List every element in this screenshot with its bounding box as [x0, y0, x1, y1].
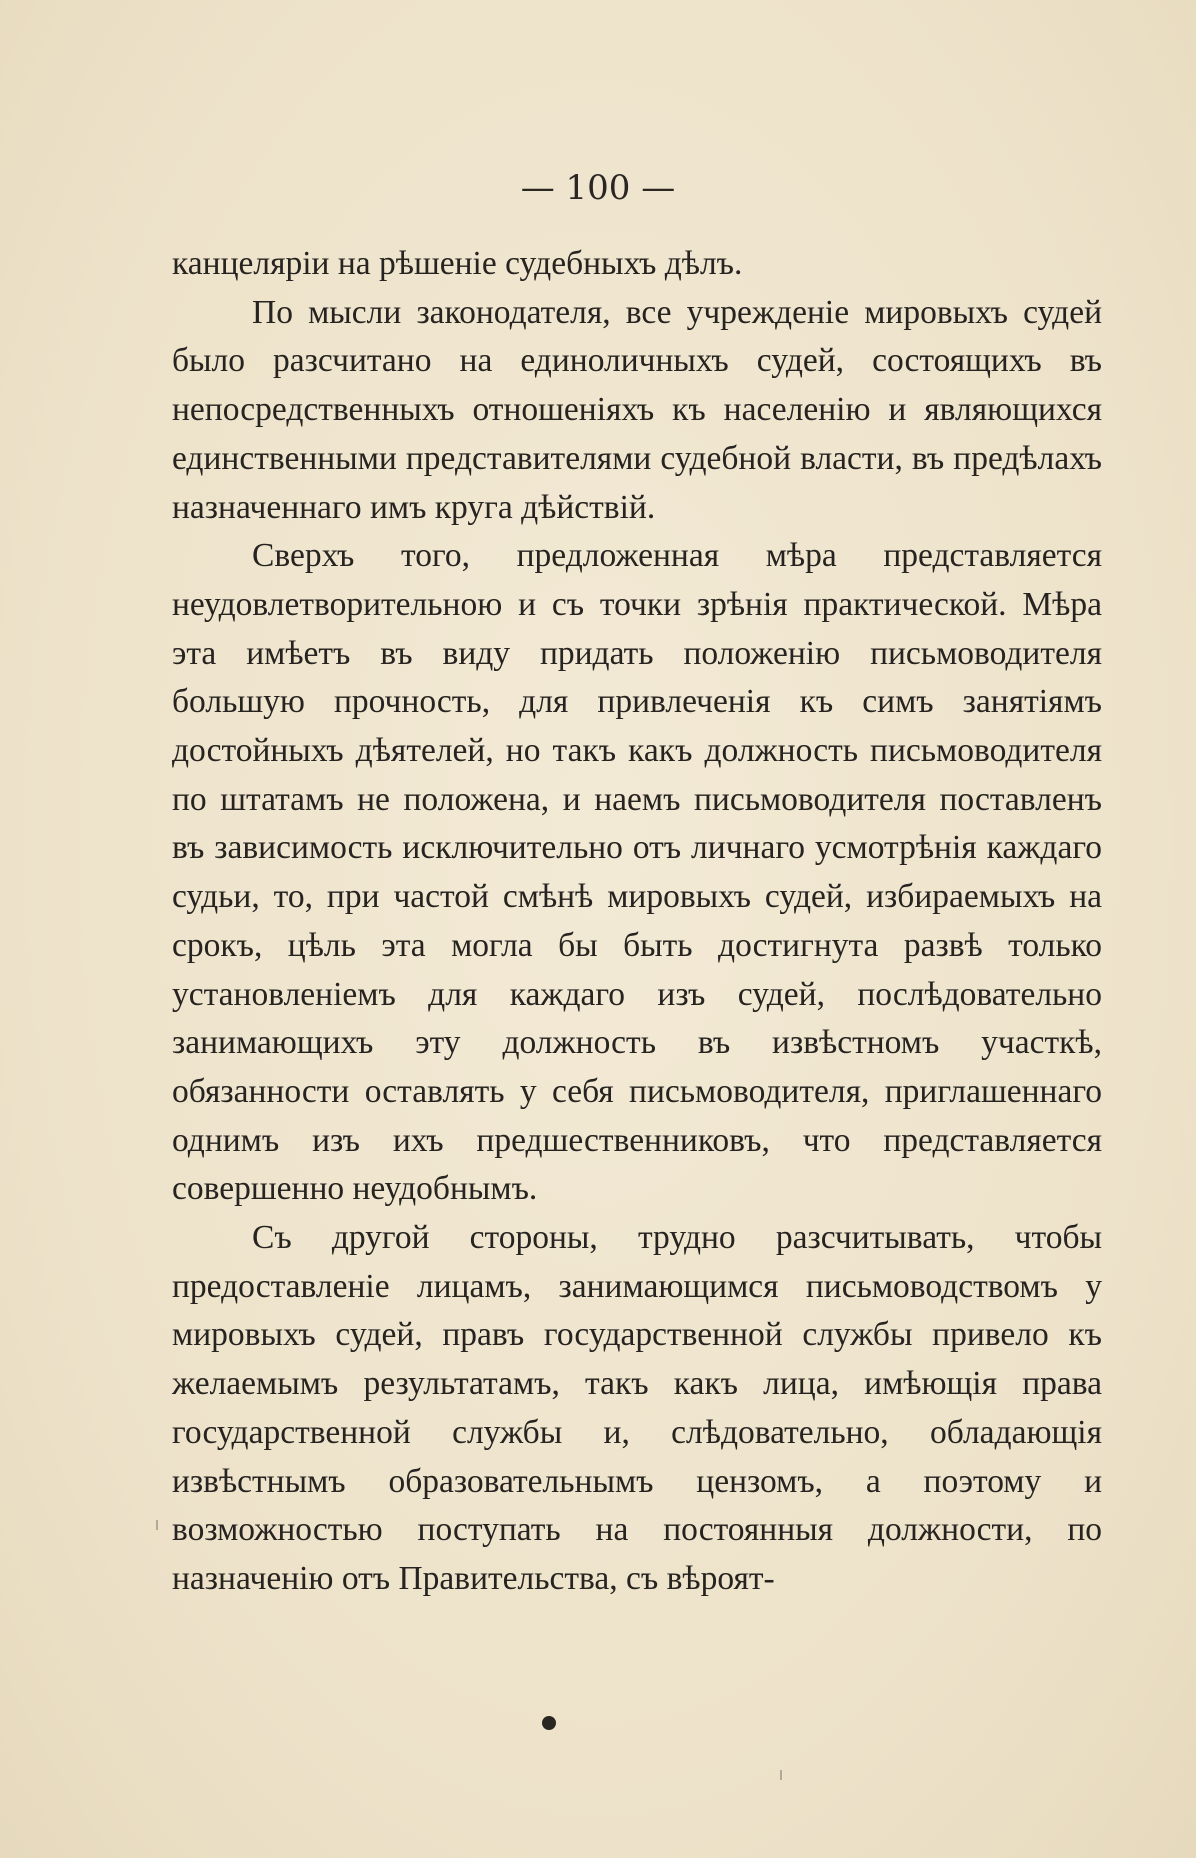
print-speck [156, 1520, 158, 1530]
bullet-ornament [542, 1716, 556, 1730]
paragraph-1: канцеляріи на рѣшеніе судебныхъ дѣлъ. [172, 245, 743, 282]
body-text [172, 240, 1102, 1604]
paragraph-2: По мысли законодателя, все учрежденіе мировыхъ судей было разсчитано на единоличныхъ судей, состоящихъ въ непосредственныхъ отношеніяхъ къ населенію и являющихся единственными представителями судебной власти, въ предѣлахъ назначеннаго имъ круга дѣйствій. [172, 293, 1102, 526]
paragraph-3: Сверхъ того, предложенная мѣра представляется неудовлетворительною и съ точки зрѣнія практической. Мѣра эта имѣетъ въ виду придать положенію письмоводителя большую прочность, для привлеченія къ симъ занятіямъ достойныхъ дѣятелей, но такъ какъ должность письмоводителя по штатамъ не положена, и наемъ письмоводителя поставленъ въ зависимость исключительно отъ личнаго усмотрѣнія каждаго судьи, то, при частой смѣнѣ мировыхъ судей, избираемыхъ на срокъ, цѣль эта могла бы быть достигнута развѣ только установленіемъ для каждаго изъ судей, послѣдовательно занимающихъ эту должность въ извѣстномъ участкѣ, обязанности оставлять у себя письмоводителя, приглашеннаго однимъ изъ ихъ предшественниковъ, что представляется совершенно неудобнымъ. [172, 537, 1102, 1208]
print-speck [780, 1770, 782, 1780]
paragraph-4: Съ другой стороны, трудно разсчитывать, чтобы предоставленіе лицамъ, занимающимся письмоводствомъ у мировыхъ судей, правъ государственной службы привело къ желаемымъ результатамъ, такъ какъ лица, имѣющія права государственной службы и, слѣдовательно, обладающія извѣстнымъ образовательнымъ цензомъ, а поэтому и возможностью поступать на постоянныя должности, по назначенію отъ Правительства, съ вѣроят- [172, 1219, 1102, 1597]
page-number: — 100 — [520, 168, 676, 208]
